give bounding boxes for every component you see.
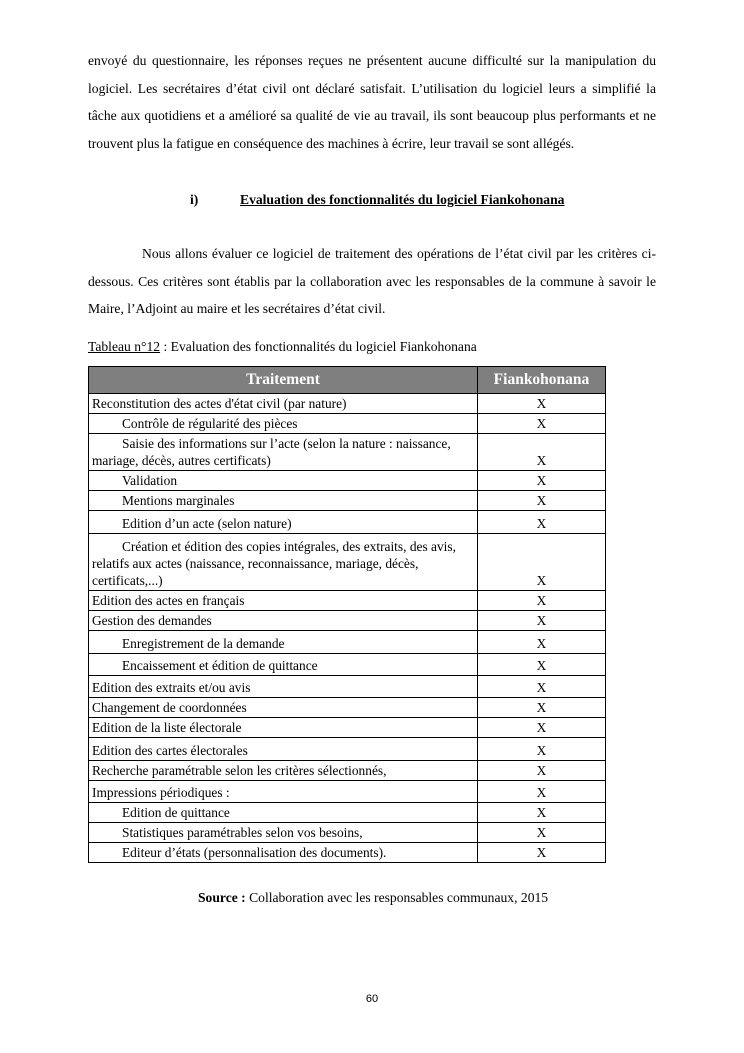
row-label: Reconstitution des actes d'état civil (par nature) bbox=[89, 394, 478, 414]
row-check: X bbox=[478, 591, 606, 611]
row-check: X bbox=[478, 534, 606, 591]
row-check: X bbox=[478, 414, 606, 434]
row-check: X bbox=[478, 611, 606, 631]
table-row bbox=[89, 738, 606, 761]
table-caption-label: Tableau n°12 bbox=[88, 339, 161, 354]
row-label: Edition de la liste électorale bbox=[89, 718, 478, 738]
row-check: X bbox=[478, 394, 606, 414]
row-label: Edition de quittance bbox=[89, 803, 478, 823]
header-traitement: Traitement bbox=[89, 367, 478, 394]
row-check: X bbox=[478, 698, 606, 718]
row-check: X bbox=[478, 738, 606, 761]
row-check: X bbox=[478, 781, 606, 803]
row-check: X bbox=[478, 471, 606, 491]
table-row bbox=[89, 534, 606, 591]
body-paragraph-2: Nous allons évaluer ce logiciel de traitement des opérations de l’état civil par les critères ci-dessous. Ces critères sont établis par la collaboration avec les responsables de la commune à savoir le Maire, l’Adjoint au maire et les secrétaires d’état civil. bbox=[88, 246, 656, 316]
row-label: Mentions marginales bbox=[89, 491, 478, 511]
row-label: Enregistrement de la demande bbox=[89, 631, 478, 654]
source-label: Source : bbox=[198, 890, 246, 905]
features-table bbox=[88, 366, 606, 863]
row-label: Contrôle de régularité des pièces bbox=[89, 414, 478, 434]
table-row bbox=[89, 654, 606, 676]
header-fiankohonana: Fiankohonana bbox=[478, 367, 606, 394]
table-row bbox=[89, 761, 606, 781]
row-label: Validation bbox=[89, 471, 478, 491]
source-text: Collaboration avec les responsables communaux, 2015 bbox=[245, 890, 549, 905]
row-label: Encaissement et édition de quittance bbox=[89, 654, 478, 676]
table-row bbox=[89, 781, 606, 803]
row-label: Edition d’un acte (selon nature) bbox=[89, 511, 478, 534]
row-check: X bbox=[478, 654, 606, 676]
row-label: Editeur d’états (personnalisation des documents). bbox=[89, 843, 478, 863]
table-row bbox=[89, 434, 606, 471]
table-row bbox=[89, 394, 606, 414]
table-caption-text: : Evaluation des fonctionnalités du logiciel Fiankohonana bbox=[160, 339, 477, 354]
row-label: Statistiques paramétrables selon vos besoins, bbox=[89, 823, 478, 843]
row-label: Changement de coordonnées bbox=[89, 698, 478, 718]
row-check: X bbox=[478, 631, 606, 654]
table-row bbox=[89, 414, 606, 434]
table-header-row bbox=[89, 367, 606, 394]
row-check: X bbox=[478, 823, 606, 843]
row-check: X bbox=[478, 511, 606, 534]
row-label: Edition des extraits et/ou avis bbox=[89, 676, 478, 698]
table-caption bbox=[88, 339, 477, 355]
row-label: Edition des cartes électorales bbox=[89, 738, 478, 761]
table-row bbox=[89, 698, 606, 718]
row-check: X bbox=[478, 491, 606, 511]
table-row bbox=[89, 591, 606, 611]
row-check: X bbox=[478, 761, 606, 781]
page-number: 60 bbox=[365, 993, 379, 1005]
row-check: X bbox=[478, 718, 606, 738]
row-check: X bbox=[478, 434, 606, 471]
row-label: Impressions périodiques : bbox=[89, 781, 478, 803]
table-row bbox=[89, 823, 606, 843]
row-label: Saisie des informations sur l’acte (selon la nature : naissance, mariage, décès, autres certificats) bbox=[89, 434, 478, 471]
table-row bbox=[89, 491, 606, 511]
table-row bbox=[89, 511, 606, 534]
table-source bbox=[198, 890, 548, 906]
row-label: Création et édition des copies intégrales, des extraits, des avis, relatifs aux actes (naissance, reconnaissance, mariage, décès, certificats,...) bbox=[89, 534, 478, 591]
row-check: X bbox=[478, 676, 606, 698]
row-label: Edition des actes en français bbox=[89, 591, 478, 611]
row-label: Recherche paramétrable selon les critères sélectionnés, bbox=[89, 761, 478, 781]
row-check: X bbox=[478, 803, 606, 823]
table-row bbox=[89, 611, 606, 631]
table-row bbox=[89, 718, 606, 738]
table-row bbox=[89, 471, 606, 491]
row-label: Gestion des demandes bbox=[89, 611, 478, 631]
table-row bbox=[89, 631, 606, 654]
body-paragraph-1: envoyé du questionnaire, les réponses reçues ne présentent aucune difficulté sur la manipulation du logiciel. Les secrétaires d’état civil ont déclaré satisfait. L’utilisation du logiciel leurs a simplifié la tâche aux quotidiens et a amélioré sa qualité de vie au travail, ils sont beaucoup plus performants et ne trouvent plus la fatigue en conséquence des machines à écrire, leur travail se sont allégés. bbox=[88, 53, 656, 151]
table-row bbox=[89, 803, 606, 823]
table-row bbox=[89, 676, 606, 698]
section-heading: Evaluation des fonctionnalités du logiciel Fiankohonana bbox=[240, 192, 565, 207]
row-check: X bbox=[478, 843, 606, 863]
section-number: i) bbox=[190, 192, 199, 207]
table-row bbox=[89, 843, 606, 863]
